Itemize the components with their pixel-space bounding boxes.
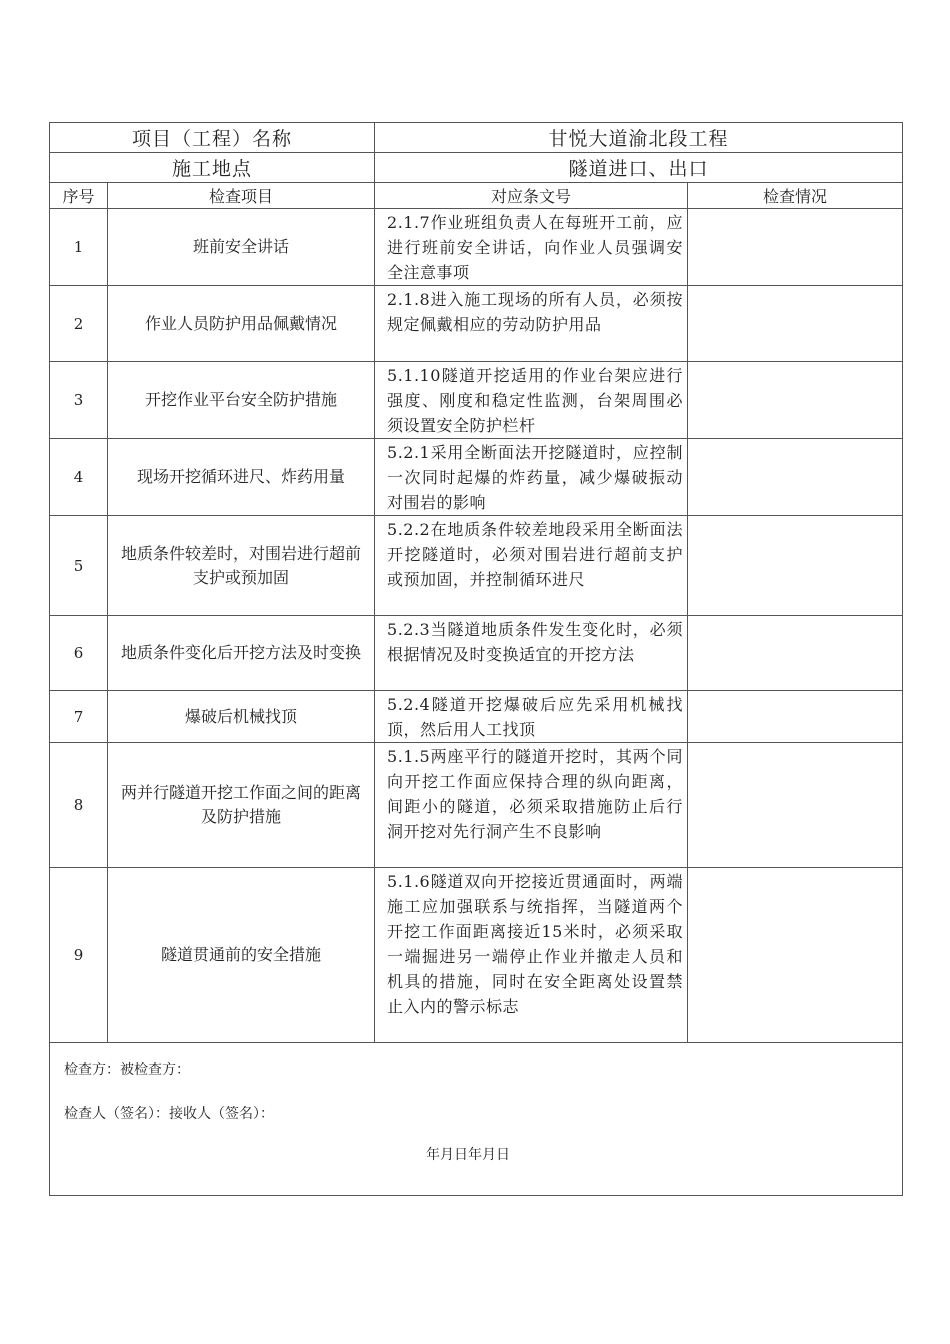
inspector-parties: 检查方：被检查方： — [64, 1062, 190, 1078]
inspection-table — [49, 122, 903, 1196]
table-row — [50, 868, 903, 1043]
project-value: 甘悦大道渝北段工程 — [375, 123, 903, 153]
column-header-result: 检查情况 — [688, 183, 903, 209]
row-result — [688, 439, 903, 516]
table-row — [50, 439, 903, 516]
site-row — [50, 153, 903, 183]
row-check-item: 班前安全讲话 — [108, 209, 375, 286]
row-result — [688, 362, 903, 439]
row-check-item: 隧道贯通前的安全措施 — [108, 868, 375, 1043]
row-clause: 5.2.1采用全断面法开挖隧道时，应控制一次同时起爆的炸药量，减少爆破振动对围岩的影响 — [375, 439, 688, 516]
row-check-item: 爆破后机械找顶 — [108, 691, 375, 743]
project-row — [50, 123, 903, 153]
row-result — [688, 286, 903, 362]
row-clause: 2.1.8进入施工现场的所有人员，必须按规定佩戴相应的劳动防护用品 — [375, 286, 688, 362]
inspection-rows — [50, 209, 903, 1043]
row-clause: 5.2.4隧道开挖爆破后应先采用机械找顶，然后用人工找顶 — [375, 691, 688, 743]
column-header-clause: 对应条文号 — [375, 183, 688, 209]
row-clause: 5.1.10隧道开挖适用的作业台架应进行强度、刚度和稳定性监测，台架周围必须设置安全防护栏杆 — [375, 362, 688, 439]
row-check-item: 开挖作业平台安全防护措施 — [108, 362, 375, 439]
row-clause: 5.2.2在地质条件较差地段采用全断面法开挖隧道时，必须对围岩进行超前支护或预加固，并控制循环进尺 — [375, 516, 688, 616]
column-header-row — [50, 183, 903, 209]
row-result — [688, 516, 903, 616]
row-check-item: 现场开挖循环进尺、炸药用量 — [108, 439, 375, 516]
row-check-item: 地质条件变化后开挖方法及时变换 — [108, 616, 375, 691]
row-clause: 5.1.5两座平行的隧道开挖时，其两个同向开挖工作面应保持合理的纵向距离，间距小的隧道，必须采取措施防止后行洞开挖对先行洞产生不良影响 — [375, 743, 688, 868]
row-clause: 5.1.6隧道双向开挖接近贯通面时，两端施工应加强联系与统指挥，当隧道两个开挖工作面距离接近15米时，必须采取一端掘进另一端停止作业并撤走人员和机具的措施，同时在安全距离处设置禁止入内的警示标志 — [375, 868, 688, 1043]
signature-line: 检查人（签名）：接收人（签名）： — [64, 1106, 274, 1122]
table-row — [50, 743, 903, 868]
column-header-item: 检查项目 — [108, 183, 375, 209]
row-result — [688, 209, 903, 286]
footer-row — [50, 1043, 903, 1196]
row-number: 2 — [50, 286, 108, 362]
row-result — [688, 616, 903, 691]
row-result — [688, 691, 903, 743]
row-number: 3 — [50, 362, 108, 439]
row-number: 4 — [50, 439, 108, 516]
row-number: 7 — [50, 691, 108, 743]
row-clause: 2.1.7作业班组负责人在每班开工前，应进行班前安全讲话，向作业人员强调安全注意事项 — [375, 209, 688, 286]
row-check-item: 两并行隧道开挖工作面之间的距离及防护措施 — [108, 743, 375, 868]
date-line: 年月日年月日 — [426, 1147, 510, 1163]
project-label: 项目（工程）名称 — [50, 123, 375, 153]
row-number: 9 — [50, 868, 108, 1043]
table-row — [50, 209, 903, 286]
signature-area — [50, 1043, 903, 1196]
row-check-item: 地质条件较差时，对围岩进行超前支护或预加固 — [108, 516, 375, 616]
table-row — [50, 691, 903, 743]
site-value: 隧道进口、出口 — [375, 153, 903, 183]
row-clause: 5.2.3当隧道地质条件发生变化时，必须根据情况及时变换适宜的开挖方法 — [375, 616, 688, 691]
table-row — [50, 286, 903, 362]
row-number: 8 — [50, 743, 108, 868]
site-label: 施工地点 — [50, 153, 375, 183]
row-check-item: 作业人员防护用品佩戴情况 — [108, 286, 375, 362]
row-number: 6 — [50, 616, 108, 691]
row-result — [688, 743, 903, 868]
table-row — [50, 516, 903, 616]
column-header-no: 序号 — [50, 183, 108, 209]
row-number: 1 — [50, 209, 108, 286]
table-row — [50, 362, 903, 439]
row-result — [688, 868, 903, 1043]
inspection-sheet — [49, 122, 902, 1196]
row-number: 5 — [50, 516, 108, 616]
table-row — [50, 616, 903, 691]
